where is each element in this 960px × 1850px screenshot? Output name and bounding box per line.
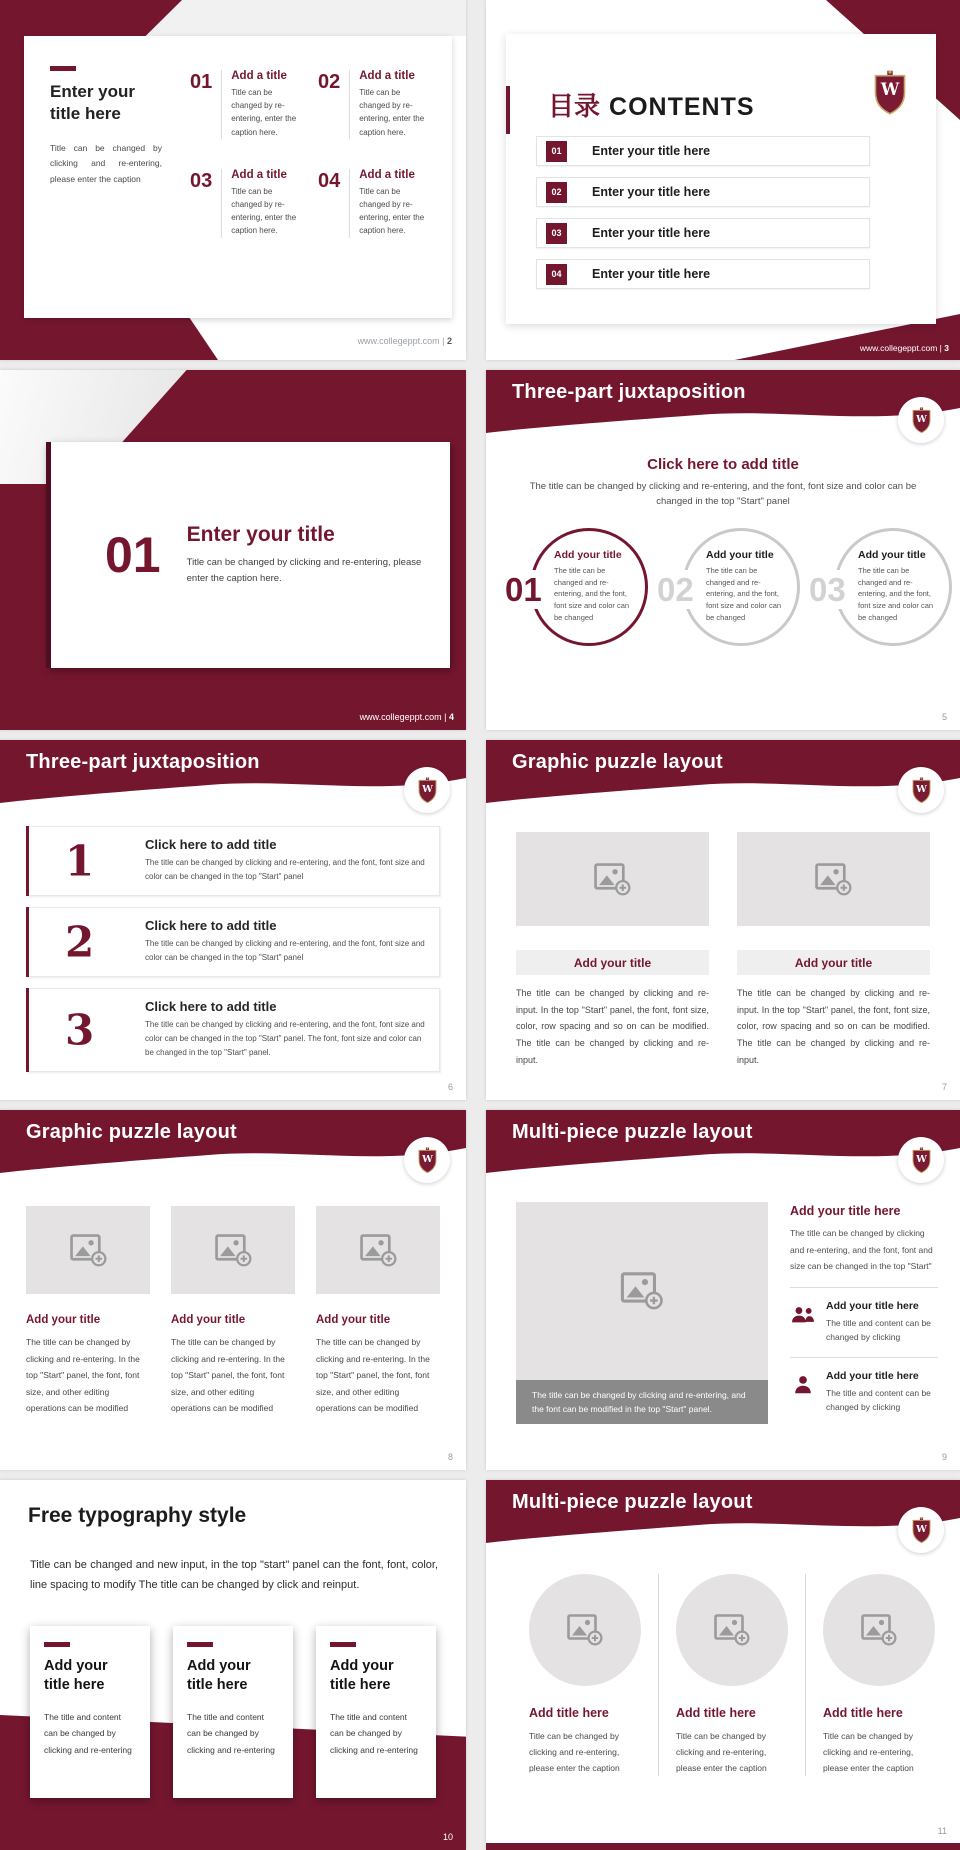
row-caption: The title can be changed by clicking and re-entering, and the font, font size and color can be changed in the top "Start" panel. The font, font size and color can be changed in the top "Start" panel. bbox=[145, 1019, 425, 1058]
row-title: Click here to add title bbox=[145, 837, 277, 852]
contents-item bbox=[536, 218, 870, 248]
column-caption: Title can be changed by clicking and re-entering, please enter the caption bbox=[823, 1731, 914, 1774]
university-crest-icon bbox=[911, 777, 932, 804]
section-title-row bbox=[51, 523, 422, 587]
accent-dash bbox=[44, 1642, 70, 1647]
image-placeholder bbox=[171, 1206, 295, 1294]
image-placeholder bbox=[26, 1206, 150, 1294]
row-title: Click here to add title bbox=[145, 998, 277, 1014]
person-icon bbox=[790, 1374, 816, 1396]
accent-dash bbox=[330, 1642, 356, 1647]
row-accent-bar bbox=[26, 988, 29, 1072]
numbered-items-grid bbox=[190, 70, 428, 298]
bottom-maroon-strip bbox=[486, 1843, 960, 1850]
slide-footer bbox=[860, 343, 949, 353]
item-label: Enter your title here bbox=[592, 267, 711, 281]
item-caption: Title can be changed by re-entering, enter the caption here. bbox=[359, 88, 425, 137]
slide-preview-three-part-circles bbox=[486, 370, 960, 730]
slide-header-band bbox=[486, 1480, 960, 1554]
university-crest-icon bbox=[911, 407, 932, 434]
body-title: Click here to add title bbox=[647, 456, 799, 473]
circle-outline bbox=[682, 528, 800, 646]
slide-preview-section-cover bbox=[0, 370, 466, 730]
add-image-icon bbox=[360, 1234, 397, 1267]
add-image-icon bbox=[815, 863, 852, 896]
slide-title: Graphic puzzle layout bbox=[26, 1121, 237, 1143]
divider bbox=[790, 1287, 938, 1288]
slide-header-band bbox=[0, 740, 466, 814]
content-card bbox=[173, 1626, 293, 1798]
page-number: 9 bbox=[941, 1452, 947, 1462]
accent-bar bbox=[506, 86, 510, 134]
page-number: 5 bbox=[941, 712, 947, 722]
page-number: 4 bbox=[448, 712, 454, 722]
circle-caption: The title can be changed and re-entering, and the font, font size and color can be changed bbox=[706, 566, 782, 622]
side-item bbox=[790, 1370, 938, 1415]
side-item-title: Add your title here bbox=[826, 1299, 919, 1312]
content-column bbox=[512, 1574, 658, 1776]
slide-preview-multi-piece-image bbox=[486, 1110, 960, 1470]
card-caption: The title and content can be changed by clicking and re-entering bbox=[330, 1711, 418, 1755]
footer-site: www.collegeppt.com bbox=[359, 712, 442, 722]
item-title: Add a title bbox=[359, 168, 415, 181]
slide-footer bbox=[358, 336, 452, 346]
page-number: 8 bbox=[447, 1452, 453, 1462]
card-caption: The title and content can be changed by clicking and re-entering bbox=[187, 1711, 275, 1755]
circle-image-placeholder bbox=[529, 1574, 641, 1686]
slide-preview-graphic-puzzle-2col bbox=[486, 740, 960, 1100]
page-number: 11 bbox=[937, 1826, 947, 1836]
image-block bbox=[516, 1202, 768, 1424]
item-number-badge: 03 bbox=[546, 223, 567, 244]
row-number: 3 bbox=[65, 1005, 95, 1055]
row-accent-bar bbox=[26, 826, 29, 896]
image-placeholder bbox=[737, 832, 930, 926]
column-title: Add your title bbox=[316, 1314, 391, 1326]
footer-separator: | bbox=[939, 343, 942, 353]
slide-preview-contents bbox=[486, 0, 960, 360]
card-caption: The title and content can be changed by clicking and re-entering bbox=[44, 1711, 132, 1755]
university-crest-icon bbox=[911, 1147, 932, 1174]
column-title: Add your title bbox=[737, 950, 930, 975]
item-number: 01 bbox=[190, 71, 213, 93]
item-title: Add a title bbox=[231, 168, 287, 181]
circle-caption: The title can be changed and re-entering, and the font, font size and color can be changed bbox=[858, 566, 934, 622]
item-label: Enter your title here bbox=[592, 185, 711, 199]
section-title: Enter your title bbox=[186, 522, 335, 546]
slide-header-band bbox=[0, 1110, 466, 1184]
circle-number: 03 bbox=[809, 571, 846, 608]
row-number: 2 bbox=[65, 917, 95, 967]
content-column bbox=[26, 1206, 150, 1417]
accent-dash bbox=[50, 66, 76, 71]
item-caption: Title can be changed by re-entering, enter the caption here. bbox=[359, 186, 425, 236]
item-text bbox=[221, 70, 300, 139]
content-card bbox=[316, 1626, 436, 1798]
item-text bbox=[221, 169, 300, 238]
circle-outline bbox=[834, 528, 952, 646]
slide-header-band bbox=[486, 370, 960, 444]
contents-list bbox=[536, 136, 870, 289]
image-caption-bar: The title can be changed by clicking and re-entering, and the font can be modified in the top "Start" panel. bbox=[516, 1380, 768, 1424]
numbered-item bbox=[318, 70, 428, 139]
page-number: 3 bbox=[944, 343, 949, 353]
slide-preview-graphic-puzzle-3col bbox=[0, 1110, 466, 1470]
crest-badge bbox=[898, 1137, 944, 1183]
item-number: 02 bbox=[318, 71, 341, 93]
circle-title: Add your title bbox=[858, 549, 926, 561]
page-number: 2 bbox=[446, 336, 452, 346]
three-column-body bbox=[26, 1206, 440, 1417]
left-maroon-bar bbox=[0, 0, 24, 360]
item-number-badge: 01 bbox=[546, 141, 567, 162]
three-column-body bbox=[512, 1574, 934, 1776]
card-title: Enter your title here bbox=[50, 82, 136, 124]
image-placeholder bbox=[516, 1202, 768, 1380]
circle-outline bbox=[530, 528, 648, 646]
add-image-icon bbox=[714, 1614, 750, 1646]
crest-badge bbox=[898, 397, 944, 443]
page-number: 7 bbox=[941, 1082, 947, 1092]
column-title: Add title here bbox=[823, 1706, 903, 1720]
side-item-text bbox=[826, 1300, 938, 1345]
add-image-icon bbox=[567, 1614, 603, 1646]
circle-image-placeholder bbox=[676, 1574, 788, 1686]
slide-header-band bbox=[486, 1110, 960, 1184]
content-column bbox=[316, 1206, 440, 1417]
content-column bbox=[658, 1574, 805, 1776]
divider bbox=[790, 1357, 938, 1358]
column-title: Add title here bbox=[529, 1706, 609, 1720]
body-subtitle: The title can be changed by clicking and re-entering, and the font, font size and color can be changed in the top "Start" panel bbox=[529, 481, 917, 507]
row-accent-bar bbox=[26, 907, 29, 977]
slide-title: Three-part juxtaposition bbox=[26, 751, 260, 773]
numbered-row bbox=[26, 907, 440, 977]
footer-separator: | bbox=[444, 712, 447, 722]
crest-badge bbox=[404, 1137, 450, 1183]
item-label: Enter your title here bbox=[592, 144, 711, 158]
column-caption: Title can be changed by clicking and re-entering, please enter the caption bbox=[676, 1731, 767, 1774]
numbered-item bbox=[190, 70, 300, 139]
circle-title: Add your title bbox=[706, 549, 774, 561]
side-item-title: Add your title here bbox=[826, 1369, 919, 1382]
university-crest-icon bbox=[417, 777, 438, 804]
circle-caption: The title can be changed and re-entering, and the font, font size and color can be changed bbox=[554, 566, 630, 622]
bottom-left-maroon-wedge bbox=[0, 318, 218, 360]
item-text bbox=[349, 169, 428, 238]
side-content bbox=[790, 1202, 938, 1424]
slide-title: Three-part juxtaposition bbox=[512, 381, 746, 403]
numbered-item bbox=[318, 169, 428, 238]
section-text bbox=[187, 523, 422, 587]
page-number: 10 bbox=[442, 1832, 453, 1842]
side-item bbox=[790, 1300, 938, 1345]
crest-badge bbox=[898, 1507, 944, 1553]
intro-paragraph: Title can be changed and new input, in the top "start" panel can the font, font, color, line spacing to modify The title can be changed by click and reinput. bbox=[30, 1559, 438, 1591]
column-caption: The title can be changed by clicking and re-entering. In the top "Start" panel, the font, font size, and other editing operations can be modified bbox=[316, 1337, 430, 1414]
item-number: 03 bbox=[190, 169, 213, 192]
circle-item bbox=[808, 528, 960, 663]
contents-title-cjk: 目录 bbox=[548, 91, 601, 121]
circle-item bbox=[656, 528, 808, 663]
add-image-icon bbox=[861, 1614, 897, 1646]
slide-title: Free typography style bbox=[28, 1504, 247, 1527]
item-number: 04 bbox=[318, 169, 341, 192]
contents-item bbox=[536, 136, 870, 166]
column-caption: The title can be changed by clicking and re-entering. In the top "Start" panel, the font, font size, and other editing operations can be modified bbox=[171, 1337, 285, 1414]
item-title: Add a title bbox=[359, 70, 415, 82]
image-placeholder bbox=[316, 1206, 440, 1294]
slide-preview-multi-piece-circles bbox=[486, 1480, 960, 1850]
side-title: Add your title here bbox=[790, 1204, 901, 1218]
side-caption: The title can be changed by clicking and re-entering, and the font, font and size can be changed in the top "Start" bbox=[790, 1228, 933, 1272]
content-card bbox=[46, 442, 450, 668]
content-column bbox=[516, 832, 709, 1068]
card-title: Add your title here bbox=[187, 1658, 251, 1693]
slide-preview-free-typography bbox=[0, 1480, 466, 1850]
item-text bbox=[349, 70, 428, 139]
contents-item bbox=[536, 177, 870, 207]
item-caption: Title can be changed by re-entering, enter the caption here. bbox=[231, 88, 297, 137]
add-image-icon bbox=[620, 1272, 664, 1310]
column-caption: The title can be changed by clicking and re-input. In the top "Start" panel, the font, font size, color, row spacing and so on can be modified. The title can be changed by clicking and re-input. bbox=[737, 988, 930, 1065]
page-number: 6 bbox=[447, 1082, 453, 1092]
side-item-text bbox=[826, 1370, 938, 1415]
row-number: 1 bbox=[65, 836, 95, 886]
contents-item bbox=[536, 259, 870, 289]
university-crest-icon bbox=[417, 1147, 438, 1174]
slide-title: Multi-piece puzzle layout bbox=[512, 1491, 753, 1513]
row-caption: The title can be changed by clicking and re-entering, and the font, font size and color can be changed in the top "Start" panel bbox=[145, 858, 425, 882]
content-column bbox=[171, 1206, 295, 1417]
circle-number: 01 bbox=[505, 571, 542, 608]
side-item-caption: The title and content can be changed by clicking bbox=[826, 1387, 931, 1412]
row-caption: The title can be changed by clicking and re-entering, and the font, font size and color can be changed in the top "Start" panel bbox=[145, 938, 425, 963]
content-card bbox=[30, 1626, 150, 1798]
contents-title-en: CONTENTS bbox=[609, 93, 755, 121]
crest-badge bbox=[404, 767, 450, 813]
item-number-badge: 04 bbox=[546, 264, 567, 285]
footer-site: www.collegeppt.com bbox=[357, 336, 440, 346]
people-icon bbox=[790, 1304, 816, 1326]
card-intro: Title can be changed by clicking and re-entering, please enter the caption bbox=[50, 143, 162, 184]
numbered-item bbox=[190, 169, 300, 238]
university-crest-icon bbox=[911, 1517, 932, 1544]
numbered-row bbox=[26, 988, 440, 1072]
circle-number: 02 bbox=[657, 571, 694, 608]
column-title: Add your title bbox=[171, 1314, 246, 1326]
content-column bbox=[737, 832, 930, 1068]
slide-footer bbox=[360, 712, 454, 722]
numbered-rows-list bbox=[26, 826, 440, 1072]
column-title: Add your title bbox=[26, 1314, 101, 1326]
circle-title: Add your title bbox=[554, 549, 622, 561]
column-caption: The title can be changed by clicking and re-input. In the top "Start" panel, the font, font size, color, row spacing and so on can be modified. The title can be changed by clicking and re-input. bbox=[516, 988, 709, 1065]
card-title: Add your title here bbox=[44, 1658, 108, 1693]
footer-separator: | bbox=[442, 336, 445, 346]
card-title: Add your title here bbox=[330, 1658, 394, 1693]
numbered-row bbox=[26, 826, 440, 896]
image-placeholder bbox=[516, 832, 709, 926]
section-number: 01 bbox=[105, 527, 161, 583]
content-card bbox=[506, 34, 936, 324]
slide-header-band bbox=[486, 740, 960, 814]
content-column bbox=[805, 1574, 952, 1776]
add-image-icon bbox=[215, 1234, 252, 1267]
column-title: Add your title bbox=[516, 950, 709, 975]
circle-item bbox=[504, 528, 656, 663]
slide-preview-agenda-overview bbox=[0, 0, 466, 360]
two-column-body bbox=[516, 832, 930, 1068]
item-caption: Title can be changed by re-entering, enter the caption here. bbox=[231, 186, 297, 236]
slide-preview-three-part-rows bbox=[0, 740, 466, 1100]
crest-badge bbox=[898, 767, 944, 813]
cards-row bbox=[30, 1626, 436, 1798]
slide-title: Multi-piece puzzle layout bbox=[512, 1121, 753, 1143]
content-card bbox=[24, 36, 452, 318]
body-wrap bbox=[516, 1202, 938, 1424]
slide-title: Graphic puzzle layout bbox=[512, 751, 723, 773]
side-item-caption: The title and content can be changed by clicking bbox=[826, 1317, 931, 1343]
title-column bbox=[50, 66, 162, 298]
column-title: Add title here bbox=[676, 1706, 756, 1720]
add-image-icon bbox=[70, 1234, 107, 1267]
add-image-icon bbox=[594, 863, 631, 896]
item-title: Add a title bbox=[231, 70, 287, 82]
contents-title bbox=[548, 86, 755, 123]
circle-image-placeholder bbox=[823, 1574, 935, 1686]
university-crest-icon bbox=[872, 70, 908, 116]
column-caption: Title can be changed by clicking and re-entering, please enter the caption bbox=[529, 1731, 620, 1774]
section-caption: Title can be changed by clicking and re-entering, please enter the caption here. bbox=[186, 556, 422, 584]
column-caption: The title can be changed by clicking and re-entering. In the top "Start" panel, the font, font size, and other editing operations can be modified bbox=[26, 1337, 140, 1414]
footer-site: www.collegeppt.com bbox=[859, 343, 938, 353]
item-label: Enter your title here bbox=[592, 226, 711, 240]
row-title: Click here to add title bbox=[145, 917, 277, 933]
accent-dash bbox=[187, 1642, 213, 1647]
item-number-badge: 02 bbox=[546, 182, 567, 203]
circle-items-row bbox=[504, 528, 960, 663]
